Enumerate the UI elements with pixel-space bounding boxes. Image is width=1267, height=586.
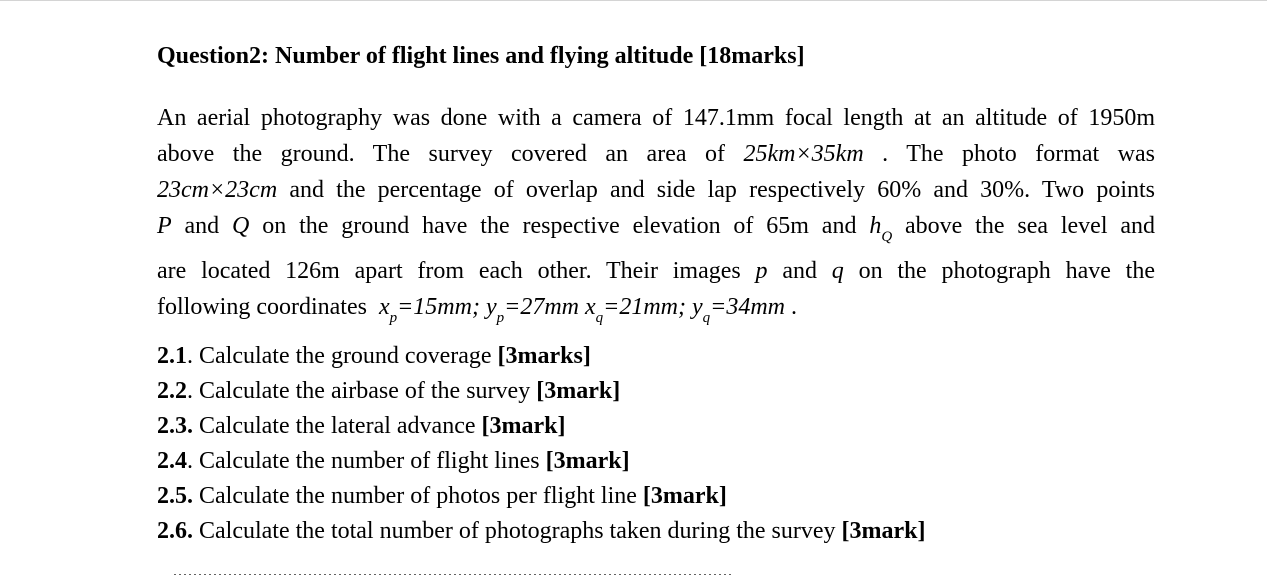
body-line-5: are located 126m apart from each other. Their images p and q on the photograph have the: [157, 258, 1156, 284]
question-document: [157, 40, 1157, 544]
subquestion-list: [157, 339, 925, 549]
point-q: Q: [232, 213, 250, 239]
subquestion-2-2: 2.2. Calculate the airbase of the survey [3mark]: [157, 378, 621, 404]
area-expression: 25km×35km: [743, 141, 864, 167]
question-body: [157, 100, 1155, 334]
coordinates-expression: $x_p=15mm$; $y_p=27mm$ $x_q=21mm$; $y_q=34mm$: [378, 294, 786, 326]
format-expression: 23cm×23cm: [157, 177, 278, 203]
question-heading: Question2: Number of flight lines and flying altitude [18marks]: [157, 43, 805, 69]
answer-dotted-line: ................................................................................................................: [173, 563, 733, 575]
body-line-4: P and Q on the ground have the respective elevation of 65m and $h_Q$ above the sea level and: [157, 213, 1156, 245]
elevation-hq: $h_Q$: [869, 213, 893, 245]
subquestion-2-6: 2.6. Calculate the total number of photographs taken during the survey [3mark]: [157, 518, 926, 544]
subquestion-2-4: 2.4. Calculate the number of flight lines [3mark]: [157, 448, 630, 474]
subquestion-2-1: 2.1. Calculate the ground coverage [3marks]: [157, 343, 591, 369]
point-p: P: [157, 213, 172, 239]
body-line-6: following coordinates $x_p=15mm$; $y_p=27mm$ $x_q=21mm$; $y_q=34mm$ .: [157, 294, 798, 326]
subquestion-2-3: 2.3. Calculate the lateral advance [3mark]: [157, 413, 566, 439]
image-p: p: [755, 258, 768, 284]
body-line-3: 23cm×23cm and the percentage of overlap and side lap respectively 60% and 30%. Two points: [157, 177, 1156, 203]
subquestion-2-5: 2.5. Calculate the number of photos per flight line [3mark]: [157, 483, 727, 509]
body-line-2: above the ground. The survey covered an area of 25km×35km . The photo format was: [157, 141, 1156, 167]
body-line-1: An aerial photography was done with a camera of 147.1mm focal length at an altitude of 1950m: [157, 105, 1155, 131]
image-q: q: [831, 258, 844, 284]
top-border: [0, 0, 1267, 1]
